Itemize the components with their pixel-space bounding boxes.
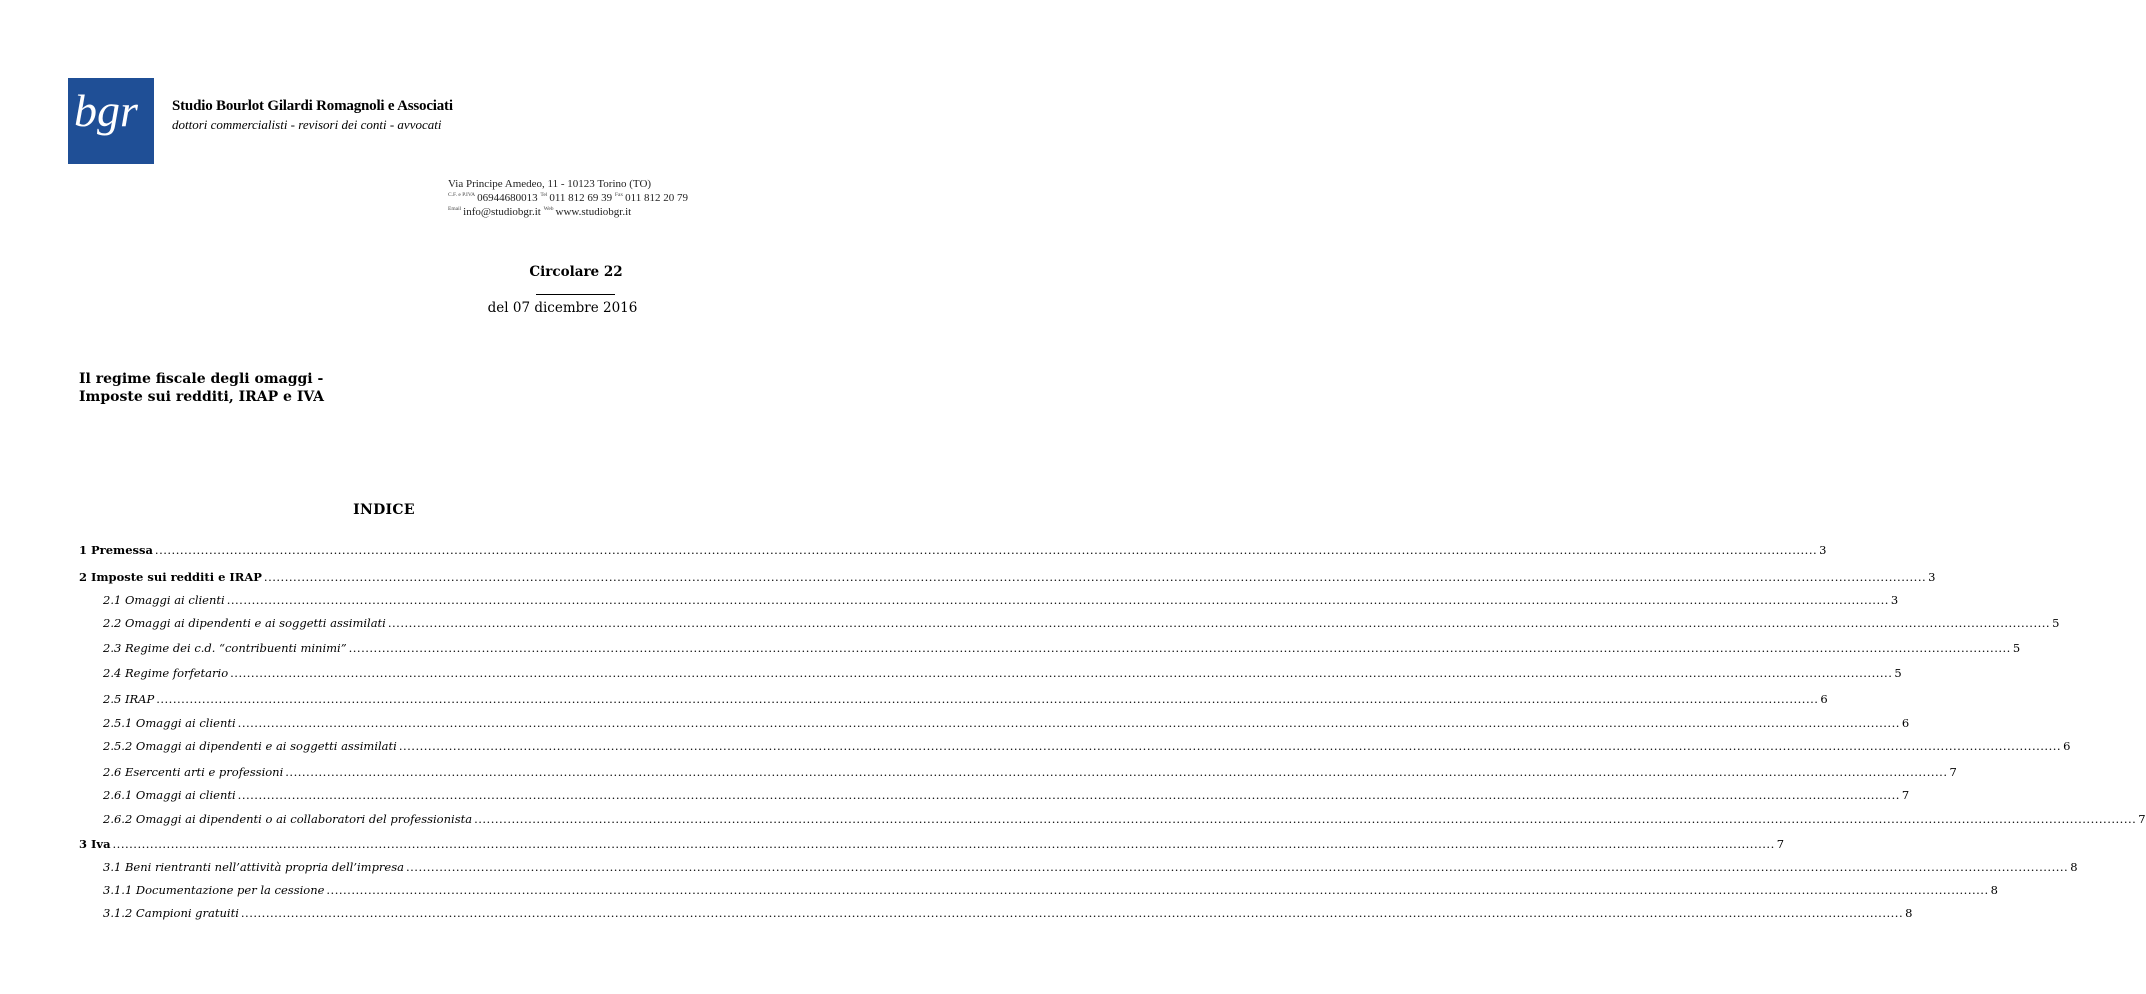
toc-entry-title: 2.5 IRAP: [103, 692, 155, 706]
toc-dot-leader: ................................................................................................................................................................................................................................................................................................................................................................................................................: [237, 788, 1900, 802]
toc-entry[interactable]: [103, 666, 1902, 682]
document-title: [79, 370, 324, 406]
toc-dot-leader: ................................................................................................................................................................................................................................................................................................................................................................................................................: [112, 837, 1775, 851]
toc-entry-page: 5: [2012, 641, 2021, 655]
toc-entry[interactable]: [103, 739, 2071, 755]
circular-divider: [536, 294, 615, 295]
circular-date: del 07 dicembre 2016: [487, 300, 638, 316]
toc-dot-leader: ................................................................................................................................................................................................................................................................................................................................................................................................................: [156, 692, 1819, 706]
toc-entry-page: 3: [1819, 543, 1827, 557]
toc-entry-title: 3.1 Beni rientranti nell’attività propria dell’impresa: [103, 860, 404, 874]
circular-number: Circolare 22: [529, 264, 623, 280]
tel-label: Tel: [540, 192, 548, 198]
firm-phone-line: [448, 192, 688, 204]
toc-entry-page: 8: [1990, 883, 1998, 897]
toc-dot-leader: ................................................................................................................................................................................................................................................................................................................................................................................................................: [387, 616, 2051, 630]
toc-entry[interactable]: [79, 543, 1827, 559]
toc-dot-leader: ................................................................................................................................................................................................................................................................................................................................................................................................................: [263, 570, 1927, 584]
logo-letters: bgr: [74, 85, 138, 136]
toc-entry-title: 2.6.2 Omaggi ai dipendenti o ai collaboratori del professionista: [103, 812, 473, 826]
title-line-1: Il regime fiscale degli omaggi -: [79, 371, 324, 387]
toc-entry-title: 2.4 Regime forfetario: [103, 666, 229, 680]
fax-label: Fax: [614, 192, 624, 198]
address-text: Via Principe Amedeo, 11 - 10123 Torino (TO): [448, 178, 652, 190]
toc-entry-title: 2.1 Omaggi ai clienti: [103, 593, 225, 607]
firm-web-line: [448, 206, 631, 218]
toc-heading: INDICE: [353, 502, 415, 518]
cf-value: 06944680013: [477, 192, 538, 204]
cf-label: C.F. e P.IVA: [448, 192, 476, 198]
toc-dot-leader: ................................................................................................................................................................................................................................................................................................................................................................................................................: [240, 906, 1904, 920]
toc-entry[interactable]: [103, 883, 1998, 899]
toc-entry-page: 3: [1928, 570, 1936, 584]
email-link[interactable]: info@studiobgr.it: [463, 206, 541, 218]
toc-entry-page: 7: [1901, 788, 1910, 802]
toc-entry-page: 5: [1894, 666, 1902, 680]
toc-entry-page: 6: [1901, 716, 1910, 730]
toc-entry[interactable]: [103, 692, 1828, 708]
web-link[interactable]: www.studiobgr.it: [555, 206, 632, 218]
toc-entry-title: 2 Imposte sui redditi e IRAP: [79, 570, 262, 584]
toc-entry-page: 7: [1776, 837, 1785, 851]
toc-dot-leader: ................................................................................................................................................................................................................................................................................................................................................................................................................: [398, 739, 2062, 753]
toc-entry-title: 2.3 Regime dei c.d. “contribuenti minimi”: [103, 641, 347, 655]
toc-dot-leader: ................................................................................................................................................................................................................................................................................................................................................................................................................: [406, 860, 2069, 874]
toc-entry[interactable]: [103, 616, 2060, 632]
toc-entry-title: 2.5.1 Omaggi ai clienti: [103, 716, 236, 730]
toc-entry-title: 2.2 Omaggi ai dipendenti e ai soggetti assimilati: [103, 616, 386, 630]
firm-logo: [68, 78, 154, 164]
toc-entry-title: 1 Premessa: [79, 543, 153, 557]
toc-entry[interactable]: [103, 716, 1910, 732]
fax-value: 011 812 20 79: [625, 192, 689, 204]
toc-entry-title: 2.6.1 Omaggi ai clienti: [103, 788, 236, 802]
toc-dot-leader: ................................................................................................................................................................................................................................................................................................................................................................................................................: [237, 716, 1900, 730]
email-label: Email: [448, 206, 462, 212]
title-line-2: Imposte sui redditi, IRAP e IVA: [79, 389, 324, 405]
web-label: Web: [543, 206, 554, 212]
toc-entry-title: 2.6 Esercenti arti e professioni: [103, 765, 284, 779]
firm-address: [448, 178, 651, 190]
toc-entry-page: 8: [1905, 906, 1913, 920]
toc-dot-leader: ................................................................................................................................................................................................................................................................................................................................................................................................................: [230, 666, 1893, 680]
toc-dot-leader: ................................................................................................................................................................................................................................................................................................................................................................................................................: [348, 641, 2011, 655]
toc-entry-title: 3.1.1 Documentazione per la cessione: [103, 883, 325, 897]
toc-entry-page: 8: [2070, 860, 2078, 874]
toc-entry[interactable]: [79, 837, 1785, 853]
toc-entry[interactable]: [103, 860, 2078, 876]
firm-subtitle: dottori commercialisti - revisori dei conti - avvocati: [172, 117, 442, 132]
toc-dot-leader: ................................................................................................................................................................................................................................................................................................................................................................................................................: [226, 593, 1889, 607]
firm-name: Studio Bourlot Gilardi Romagnoli e Associati: [172, 98, 453, 114]
toc-entry[interactable]: [103, 593, 1899, 609]
toc-entry-page: 3: [1890, 593, 1899, 607]
toc-dot-leader: ................................................................................................................................................................................................................................................................................................................................................................................................................: [474, 812, 2137, 826]
toc-entry-title: 3 Iva: [79, 837, 111, 851]
toc-dot-leader: ................................................................................................................................................................................................................................................................................................................................................................................................................: [285, 765, 1948, 779]
toc-entry-page: 7: [1949, 765, 1957, 779]
toc-entry[interactable]: [103, 812, 2146, 828]
tel-value: 011 812 69 39: [549, 192, 613, 204]
toc-entry-title: 3.1.2 Campioni gratuiti: [103, 906, 239, 920]
toc-entry[interactable]: [103, 765, 1957, 781]
toc-entry[interactable]: [103, 906, 1913, 922]
bgr-logo-mark: [68, 78, 154, 164]
toc-entry-page: 5: [2052, 616, 2060, 630]
toc-entry-page: 6: [1820, 692, 1828, 706]
toc-entry-page: 7: [2138, 812, 2146, 826]
toc-entry[interactable]: [103, 641, 2021, 657]
toc-entry-title: 2.5.2 Omaggi ai dipendenti e ai soggetti assimilati: [103, 739, 397, 753]
toc-dot-leader: ................................................................................................................................................................................................................................................................................................................................................................................................................: [154, 543, 1818, 557]
toc-entry-page: 6: [2063, 739, 2071, 753]
toc-dot-leader: ................................................................................................................................................................................................................................................................................................................................................................................................................: [326, 883, 1989, 897]
toc-entry[interactable]: [79, 570, 1936, 586]
toc-entry[interactable]: [103, 788, 1910, 804]
